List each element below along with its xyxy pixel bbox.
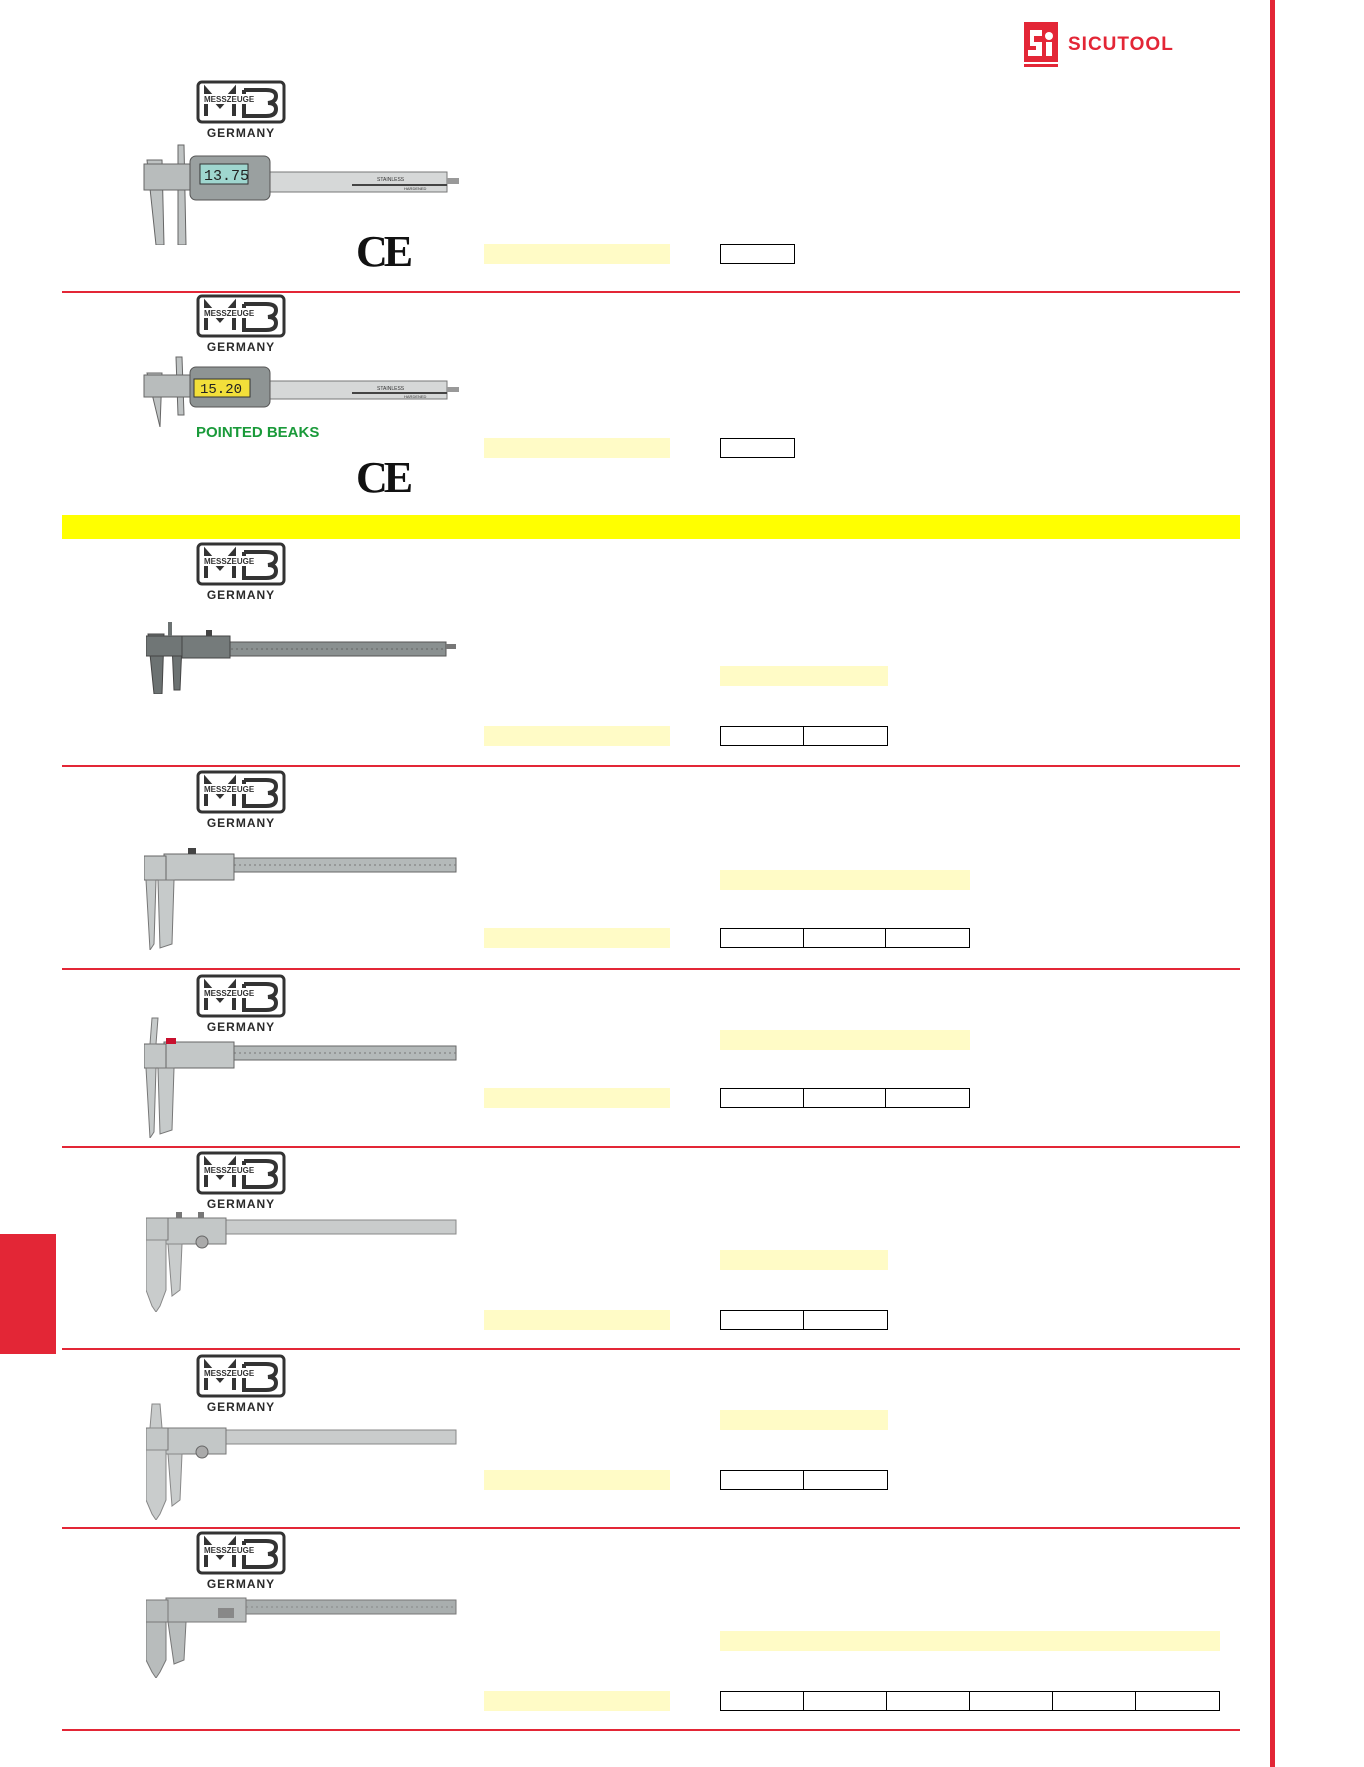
section-divider: [62, 968, 1240, 970]
section-side-tab: [0, 1234, 56, 1354]
range-header-cell: [720, 666, 888, 686]
svg-text:MESSZEUGE: MESSZEUGE: [204, 309, 255, 318]
svg-text:HARDENED: HARDENED: [404, 186, 427, 191]
spec-cell: [721, 245, 794, 263]
svg-text:MESSZEUGE: MESSZEUGE: [204, 1166, 255, 1175]
long-jaw-vernier-caliper-nib-image: [144, 1016, 458, 1138]
germany-label: GERMANY: [206, 1020, 276, 1034]
long-jaw-vernier-caliper-image: [144, 844, 458, 950]
section-divider: [62, 291, 1240, 293]
range-header-cell: [720, 870, 970, 890]
mb-logo-icon: [196, 974, 286, 1018]
spec-table: [720, 726, 888, 746]
spec-table: [720, 1470, 888, 1490]
spec-table: [720, 1088, 970, 1108]
spec-cell: [721, 439, 794, 457]
spec-cell: [804, 1692, 887, 1710]
section-divider: [62, 1527, 1240, 1529]
spec-table: [720, 1691, 1220, 1711]
ce-mark: CE: [356, 227, 410, 276]
mb-logo-icon: [196, 1354, 286, 1398]
mb-germany-logo: [196, 1151, 286, 1213]
range-header-cell: [720, 1631, 1220, 1651]
germany-label: GERMANY: [206, 816, 276, 830]
spec-cell: [804, 1471, 887, 1489]
svg-text:MESSZEUGE: MESSZEUGE: [204, 1369, 255, 1378]
mb-germany-logo: [196, 1531, 286, 1593]
svg-text:MESSZEUGE: MESSZEUGE: [204, 785, 255, 794]
spec-cell: [886, 1089, 969, 1107]
article-code-cell: [484, 1088, 670, 1108]
spec-table: [720, 1310, 888, 1330]
spec-cell: [721, 1471, 804, 1489]
range-header-cell: [720, 1410, 888, 1430]
digital-caliper-pointed-image: [142, 355, 460, 427]
sicutool-logo-icon: [1024, 22, 1058, 68]
right-edge-rule: [1270, 0, 1275, 1767]
mb-logo-icon: [196, 80, 286, 124]
germany-label: GERMANY: [206, 1577, 276, 1591]
digital-caliper-image: [142, 140, 460, 245]
mb-logo-icon: [196, 542, 286, 586]
spec-cell: [721, 1089, 804, 1107]
article-code-cell: [484, 244, 670, 264]
heavy-duty-vernier-caliper-nib-image: [146, 1400, 458, 1520]
germany-label: GERMANY: [206, 588, 276, 602]
mb-logo-icon: [196, 770, 286, 814]
section-divider: [62, 1348, 1240, 1350]
mb-logo-icon: [196, 1151, 286, 1195]
spec-cell: [721, 1692, 804, 1710]
svg-text:STAINLESS: STAINLESS: [377, 386, 405, 392]
messzeuge-text: MESSZEUGE: [204, 95, 255, 104]
mb-germany-logo: [196, 770, 286, 832]
spec-cell: [721, 1311, 804, 1329]
lcd-reading: 15.20: [200, 382, 243, 398]
germany-label: GERMANY: [206, 340, 276, 354]
spec-table: [720, 928, 970, 948]
germany-label: GERMANY: [206, 1400, 276, 1414]
article-code-cell: [484, 726, 670, 746]
spec-cell: [804, 1311, 887, 1329]
spec-table: [720, 438, 795, 458]
svg-text:MESSZEUGE: MESSZEUGE: [204, 1546, 255, 1555]
pointed-beaks-note: POINTED BEAKS: [196, 424, 320, 441]
article-code-cell: [484, 1470, 670, 1490]
germany-label: GERMANY: [206, 126, 276, 140]
spec-cell: [804, 929, 887, 947]
svg-text:MESSZEUGE: MESSZEUGE: [204, 989, 255, 998]
spec-cell: [804, 727, 887, 745]
lcd-reading: 13.75: [204, 168, 250, 185]
ce-mark: CE: [356, 453, 410, 502]
article-code-cell: [484, 1691, 670, 1711]
mb-logo-icon: [196, 1531, 286, 1575]
large-vernier-caliper-image: [146, 1594, 458, 1678]
spec-cell: [1053, 1692, 1136, 1710]
germany-label: GERMANY: [206, 1197, 276, 1211]
spec-table: [720, 244, 795, 264]
article-code-cell: [484, 1310, 670, 1330]
vernier-caliper-image: [146, 620, 458, 694]
mb-germany-logo: [196, 542, 286, 604]
spec-cell: [886, 929, 969, 947]
brand-logo: [1024, 22, 1254, 68]
svg-text:MESSZEUGE: MESSZEUGE: [204, 557, 255, 566]
spec-cell: [804, 1089, 887, 1107]
heavy-duty-vernier-caliper-image: [146, 1210, 458, 1312]
mb-logo-icon: [196, 294, 286, 338]
article-code-cell: [484, 438, 670, 458]
spec-cell: [721, 727, 804, 745]
section-divider: [62, 1146, 1240, 1148]
spec-cell: [887, 1692, 970, 1710]
spec-cell: [721, 929, 804, 947]
brand-name: SICUTOOL: [1068, 34, 1174, 55]
range-header-cell: [720, 1250, 888, 1270]
svg-text:STAINLESS: STAINLESS: [377, 177, 405, 183]
spec-cell: [1136, 1692, 1219, 1710]
mb-germany-logo: [196, 294, 286, 356]
spec-cell: [970, 1692, 1053, 1710]
range-header-cell: [720, 1030, 970, 1050]
section-highlight-bar: [62, 515, 1240, 539]
svg-text:HARDENED: HARDENED: [404, 394, 427, 399]
section-divider: [62, 1729, 1240, 1731]
mb-germany-logo: [196, 80, 286, 142]
section-divider: [62, 765, 1240, 767]
article-code-cell: [484, 928, 670, 948]
